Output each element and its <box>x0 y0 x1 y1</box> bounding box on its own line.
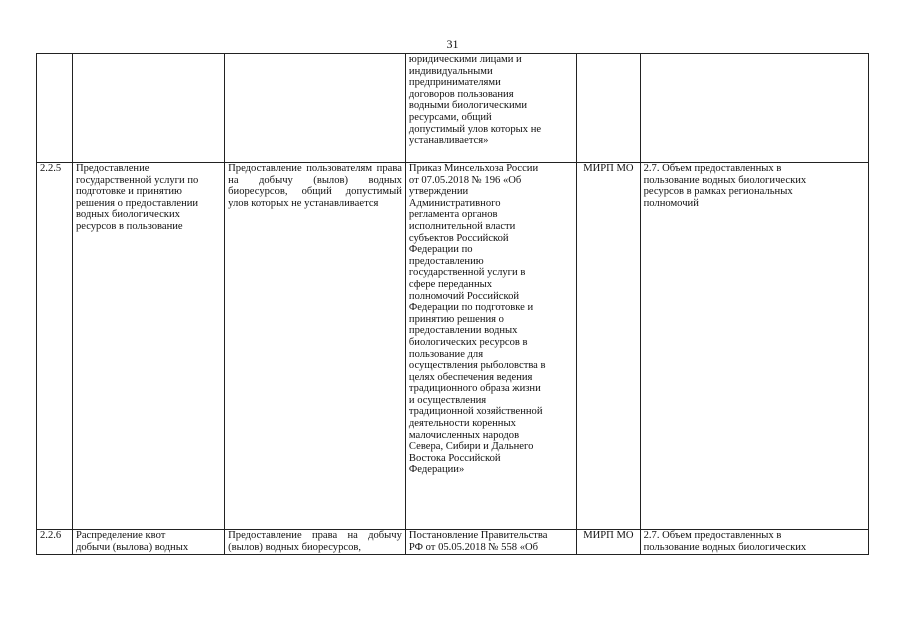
indicator-cell: 2.7. Объем предоставленных в пользование водных биологических ресурсов в рамках региональных полномочий <box>640 163 868 530</box>
legal-act-cell: Постановление Правительства РФ от 05.05.2018 № 558 «Об <box>405 530 576 555</box>
measure-number-cell: 2.2.5 <box>37 163 73 530</box>
table-row <box>37 530 869 555</box>
table-row <box>37 163 869 530</box>
indicator-cell: 2.7. Объем предоставленных в пользование водных биологических <box>640 530 868 555</box>
measures-table <box>36 53 869 555</box>
table-row <box>37 54 869 163</box>
measure-name-cell: Распределение квот добычи (вылова) водных <box>72 530 224 555</box>
measure-description-cell: Предоставление права на добычу (вылов) водных биоресурсов, <box>225 530 406 555</box>
page-number: 31 <box>446 37 459 51</box>
responsible-org-cell: МИРП МО <box>577 163 640 530</box>
measure-name-cell <box>72 54 224 163</box>
legal-act-cell: юридическими лицами и индивидуальными предпринимателями договоров пользования водными биологическими ресурсами, общий допустимый улов которых не устанавливается» <box>405 54 576 163</box>
measure-number-cell <box>37 54 73 163</box>
responsible-org-cell: МИРП МО <box>577 530 640 555</box>
indicator-cell <box>640 54 868 163</box>
legal-act-cell: Приказ Минсельхоза России от 07.05.2018 № 196 «Об утверждении Административного регламента органов исполнительной власти субъектов Российской Федерации по предоставлению государственной услуги в сфере переданных полномочий Российской Федерации по подготовке и принятию решения о предоставлении водных биологических ресурсов в пользование для осуществления рыболовства в целях обеспечения ведения традиционного образа жизни и осуществления традиционной хозяйственной деятельности коренных малочисленных народов Севера, Сибири и Дальнего Востока Российской Федерации» <box>405 163 576 530</box>
measure-description-cell <box>225 54 406 163</box>
responsible-org-cell <box>577 54 640 163</box>
measure-number-cell: 2.2.6 <box>37 530 73 555</box>
measure-name-cell: Предоставление государственной услуги по подготовке и принятию решения о предоставлении водных биологических ресурсов в пользование <box>72 163 224 530</box>
measure-description-cell: Предоставление пользователям права на добычу (вылов) водных биоресурсов, общий допустимый улов которых не устанавливается <box>225 163 406 530</box>
